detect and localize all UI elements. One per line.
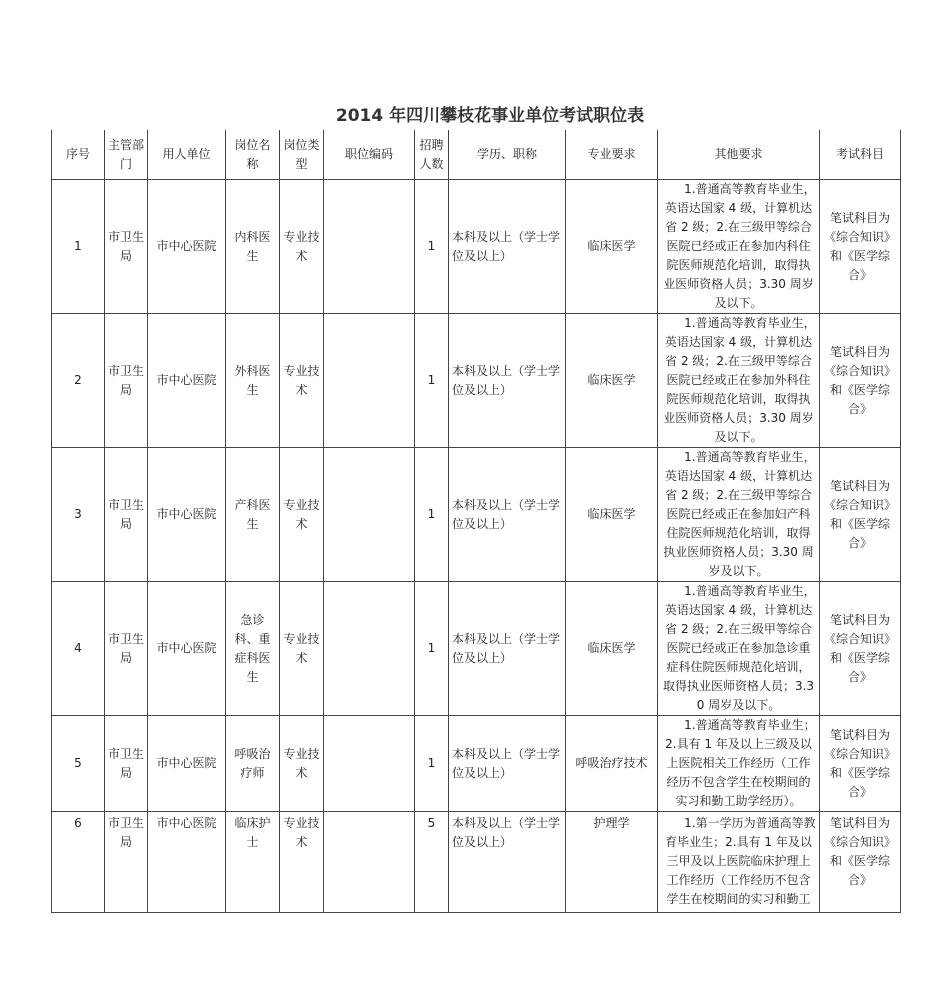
cell-other-text: 1.普通高等教育毕业生，英语达国家 4 级，计算机达省 2 级；2.在三级甲等综合医院已经或正在参加急诊重症科住院医师规范化培训，取得执业医师资格人员；3.30 周岁及以下。 [662,584,816,712]
header-major: 专业要求 [566,130,658,180]
table-row [52,448,901,582]
cell-exam: 笔试科目为《综合知识》和《医学综合》 [820,812,901,913]
position-table [51,130,901,913]
cell-seq: 5 [52,716,105,812]
cell-other [658,448,820,582]
table-row [52,716,901,812]
cell-dept: 市卫生局 [105,812,148,913]
cell-type: 专业技术 [280,582,324,716]
cell-dept: 市卫生局 [105,180,148,314]
cell-other-text: 1.普通高等教育毕业生，英语达国家 4 级，计算机达省 2 级；2.在三级甲等综合医院已经或正在参加妇产科住院医师规范化培训，取得执业医师资格人员；3.30 周岁及以下。 [663,450,816,578]
cell-other [658,582,820,716]
cell-type: 专业技术 [280,812,324,913]
cell-type: 专业技术 [280,180,324,314]
cell-code [324,448,415,582]
cell-position: 外科医生 [226,314,280,448]
cell-count: 1 [415,448,449,582]
cell-exam: 笔试科目为《综合知识》和《医学综合》 [820,314,901,448]
cell-code [324,582,415,716]
cell-major: 临床医学 [566,448,658,582]
table-row [52,314,901,448]
cell-code [324,180,415,314]
cell-edu: 本科及以上（学士学位及以上） [449,180,566,314]
cell-other [658,716,820,812]
cell-major: 临床医学 [566,314,658,448]
header-edu: 学历、职称 [449,130,566,180]
cell-edu: 本科及以上（学士学位及以上） [449,314,566,448]
cell-edu: 本科及以上（学士学位及以上） [449,716,566,812]
cell-edu: 本科及以上（学士学位及以上） [449,812,566,913]
header-unit: 用人单位 [148,130,226,180]
header-code: 职位编码 [324,130,415,180]
cell-position: 临床护士 [226,812,280,913]
page-title: 2014 年四川攀枝花事业单位考试职位表 [335,106,645,126]
cell-other [658,180,820,314]
cell-unit: 市中心医院 [148,180,226,314]
cell-seq: 6 [52,812,105,913]
cell-position: 产科医生 [226,448,280,582]
cell-unit: 市中心医院 [148,314,226,448]
cell-code [324,812,415,913]
cell-other-text: 1.第一学历为普通高等教育毕业生；2.具有 1 年及以三甲及以上医院临床护理上工作经历（工作经历不包含学生在校期间的实习和勤工 [665,816,816,906]
cell-exam: 笔试科目为《综合知识》和《医学综合》 [820,180,901,314]
cell-unit: 市中心医院 [148,716,226,812]
cell-major: 临床医学 [566,180,658,314]
cell-other-text: 1.普通高等教育毕业生，英语达国家 4 级，计算机达省 2 级；2.在三级甲等综合医院已经或正在参加外科住院医师规范化培训，取得执业医师资格人员；3.30 周岁及以下。 [663,316,816,444]
cell-exam: 笔试科目为《综合知识》和《医学综合》 [820,582,901,716]
table-row [52,582,901,716]
cell-unit: 市中心医院 [148,582,226,716]
cell-dept: 市卫生局 [105,448,148,582]
header-seq: 序号 [52,130,105,180]
table-row [52,812,901,913]
cell-code [324,716,415,812]
cell-seq: 4 [52,582,105,716]
header-row [52,130,901,180]
cell-dept: 市卫生局 [105,716,148,812]
header-type: 岗位类型 [280,130,324,180]
cell-other-text: 1.普通高等教育毕业生；2.具有 1 年及以上三级及以上医院相关工作经历（工作经历不包含学生在校期间的实习和勤工助学经历）。 [665,718,816,808]
header-position: 岗位名称 [226,130,280,180]
cell-position: 内科医生 [226,180,280,314]
header-count: 招聘人数 [415,130,449,180]
cell-major: 呼吸治疗技术 [566,716,658,812]
cell-count: 1 [415,314,449,448]
cell-dept: 市卫生局 [105,582,148,716]
header-other: 其他要求 [658,130,820,180]
header-dept: 主管部门 [105,130,148,180]
cell-count: 1 [415,180,449,314]
cell-type: 专业技术 [280,314,324,448]
cell-major: 临床医学 [566,582,658,716]
cell-type: 专业技术 [280,716,324,812]
cell-major: 护理学 [566,812,658,913]
cell-other [658,314,820,448]
table-row [52,180,901,314]
cell-seq: 1 [52,180,105,314]
header-exam: 考试科目 [820,130,901,180]
cell-exam: 笔试科目为《综合知识》和《医学综合》 [820,716,901,812]
cell-unit: 市中心医院 [148,812,226,913]
cell-seq: 2 [52,314,105,448]
cell-position: 呼吸治疗师 [226,716,280,812]
cell-count: 1 [415,582,449,716]
cell-unit: 市中心医院 [148,448,226,582]
cell-edu: 本科及以上（学士学位及以上） [449,582,566,716]
cell-exam: 笔试科目为《综合知识》和《医学综合》 [820,448,901,582]
cell-other-text: 1.普通高等教育毕业生，英语达国家 4 级，计算机达省 2 级；2.在三级甲等综合医院已经或正在参加内科住院医师规范化培训，取得执业医师资格人员；3.30 周岁及以下。 [663,182,816,310]
cell-count: 1 [415,716,449,812]
cell-code [324,314,415,448]
cell-count: 5 [415,812,449,913]
cell-other [658,812,820,913]
cell-position: 急诊科、重症科医生 [226,582,280,716]
cell-edu: 本科及以上（学士学位及以上） [449,448,566,582]
cell-dept: 市卫生局 [105,314,148,448]
cell-seq: 3 [52,448,105,582]
cell-type: 专业技术 [280,448,324,582]
